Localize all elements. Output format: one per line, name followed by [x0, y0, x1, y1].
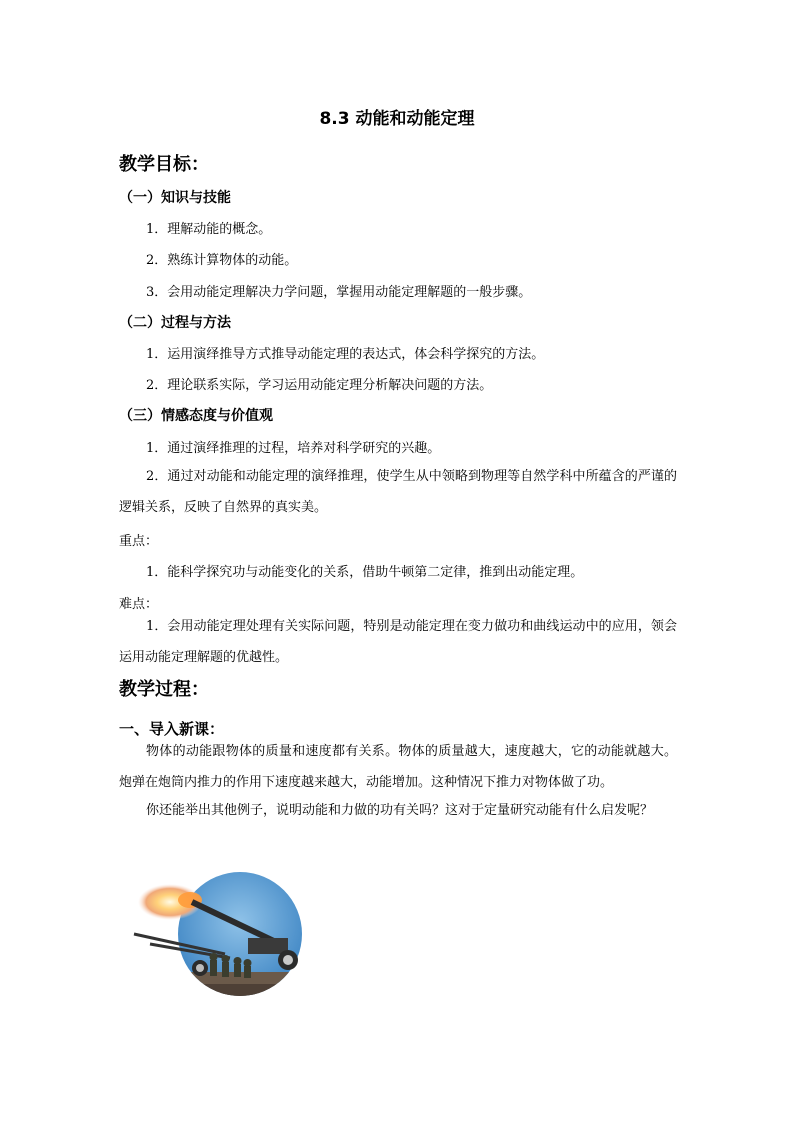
intro-heading: 一、导入新课： — [119, 720, 225, 738]
intro-paragraph: 物体的动能跟物体的质量和速度都有关系。物体的质量越大，速度越大，它的动能就越大。炮弹在炮筒内推力的作用下速度越来越大，动能增加。这种情况下推力对物体做了功。 — [119, 744, 677, 790]
teaching-process-heading: 教学过程： — [119, 679, 209, 700]
key-point-text: 1．能科学探究功与动能变化的关系，借助牛顿第二定律，推到出动能定理。 — [146, 565, 584, 580]
section-knowledge-heading: （一）知识与技能 — [119, 190, 231, 206]
teaching-goals-heading: 教学目标： — [119, 154, 209, 175]
goal-item: 2．熟练计算物体的动能。 — [146, 253, 298, 268]
key-points-label: 重点： — [119, 534, 159, 549]
goal-item: 2．理论联系实际，学习运用动能定理分析解决问题的方法。 — [146, 378, 493, 393]
goal-item: 1．理解动能的概念。 — [146, 222, 272, 237]
intro-paragraph: 你还能举出其他例子，说明动能和力做的功有关吗？这对于定量研究动能有什么启发呢？ — [146, 803, 654, 818]
section-process-method-heading: （二）过程与方法 — [119, 315, 231, 331]
goal-item: 3．会用动能定理解决力学问题，掌握用动能定理解题的一般步骤。 — [146, 285, 532, 300]
goal-item: 2．通过对动能和动能定理的演绎推理，使学生从中领略到物理等自然学科中所蕴含的严谨的逻辑关系，反映了自然界的真实美。 — [119, 469, 677, 515]
goal-item: 1．运用演绎推导方式推导动能定理的表达式，体会科学探究的方法。 — [146, 347, 545, 362]
goal-item: 1．通过演绎推理的过程，培养对科学研究的兴趣。 — [146, 441, 441, 456]
difficulty-text: 1．会用动能定理处理有关实际问题，特别是动能定理在变力做功和曲线运动中的应用，领会运用动能定理解题的优越性。 — [119, 619, 677, 665]
artillery-cannon-photo — [130, 872, 302, 1004]
difficulties-label: 难点： — [119, 597, 159, 612]
page-title: 8.3 动能和动能定理 — [319, 109, 475, 129]
section-attitude-heading: （三）情感态度与价值观 — [119, 408, 273, 424]
